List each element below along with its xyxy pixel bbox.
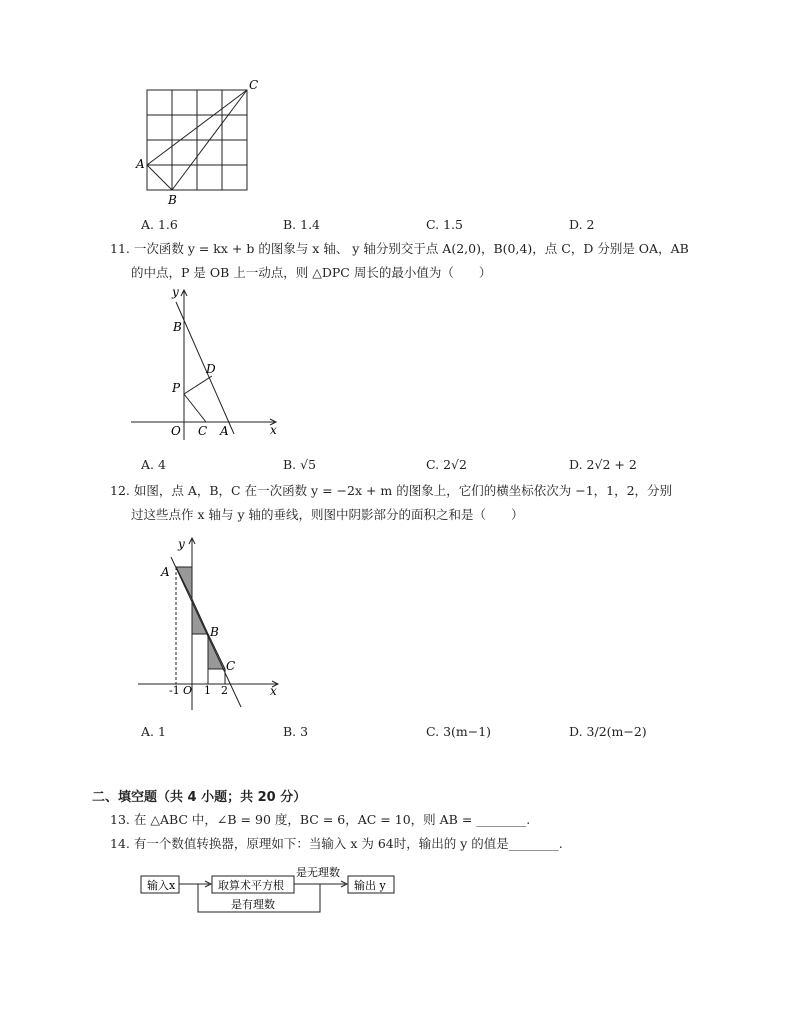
- q11-option-a: A. 4: [141, 457, 166, 472]
- flow-input-label: 输入x: [147, 879, 176, 892]
- label-a: A: [161, 565, 170, 579]
- label-b: B: [168, 193, 177, 207]
- label-b: B: [210, 625, 219, 639]
- q10-option-b: B. 1.4: [283, 217, 321, 232]
- q10-option-a: A. 1.6: [141, 217, 178, 232]
- segment-pc: [184, 394, 206, 422]
- label-o: O: [183, 684, 193, 697]
- label-x: x: [270, 423, 277, 437]
- label-a: A: [220, 424, 229, 438]
- q10-option-d: D. 2: [569, 217, 595, 232]
- q10-figure: [128, 76, 268, 208]
- q13-text: 13. 在 △ABC 中，∠B = 90 度，BC = 6，AC = 10，则 AB = ________.: [110, 812, 531, 827]
- q12-option-d: D. 3/2(m−2): [569, 724, 647, 739]
- segment-pd: [184, 376, 212, 394]
- shaded-triangle-b: [192, 599, 208, 634]
- label-c: C: [249, 78, 259, 92]
- q11-stem-line2: 的中点，P 是 OB 上一动点，则 △DPC 周长的最小值为（ ）: [131, 265, 492, 280]
- q12-figure: [128, 532, 288, 714]
- flow-irrational-label: 是无理数: [296, 866, 340, 879]
- shaded-triangle-c: [208, 634, 225, 669]
- label-b: B: [173, 320, 182, 334]
- tick-neg1: -1: [169, 684, 180, 697]
- q11-option-d: D. 2√2 + 2: [569, 457, 637, 472]
- q12-option-b: B. 3: [283, 724, 309, 739]
- q11-option-b: B. √5: [283, 457, 317, 472]
- q14-text: 14. 有一个数值转换器，原理如下：当输入 x 为 64时，输出的 y 的值是________.: [110, 836, 563, 851]
- tick-1: 1: [204, 684, 211, 697]
- q12-stem-line1: 12. 如图，点 A，B，C 在一次函数 y = −2x + m 的图象上，它们的横坐标依次为 −1，1，2，分别: [110, 483, 673, 498]
- tick-2: 2: [221, 684, 228, 697]
- q11-option-c: C. 2√2: [426, 457, 467, 472]
- label-o: O: [171, 424, 181, 438]
- q12-option-a: A. 1: [141, 724, 166, 739]
- q10-option-c: C. 1.5: [426, 217, 463, 232]
- label-y: y: [172, 285, 179, 299]
- line-ab: [176, 302, 234, 434]
- flow-process-label: 取算术平方根: [218, 879, 284, 892]
- label-c: C: [226, 659, 236, 673]
- label-d: D: [206, 362, 216, 376]
- label-x: x: [270, 684, 277, 698]
- q11-figure: [126, 282, 286, 442]
- q12-option-c: C. 3(m−1): [426, 724, 492, 739]
- label-c: C: [198, 424, 208, 438]
- q14-flowchart: [136, 862, 400, 918]
- q11-stem-line1: 11. 一次函数 y = kx + b 的图象与 x 轴、 y 轴分别交于点 A(2,0)，B(0,4)，点 C，D 分别是 OA，AB: [110, 241, 689, 256]
- q12-stem-line2: 过这些点作 x 轴与 y 轴的垂线，则图中阴影部分的面积之和是（ ）: [131, 507, 524, 522]
- label-a: A: [136, 157, 145, 171]
- flow-rational-label: 是有理数: [231, 898, 275, 911]
- label-p: P: [172, 381, 181, 395]
- label-y: y: [178, 537, 185, 551]
- flow-output-label: 输出 y: [354, 879, 386, 892]
- section-title: 二、填空题（共 4 小题；共 20 分）: [92, 790, 307, 805]
- grid: [147, 90, 247, 190]
